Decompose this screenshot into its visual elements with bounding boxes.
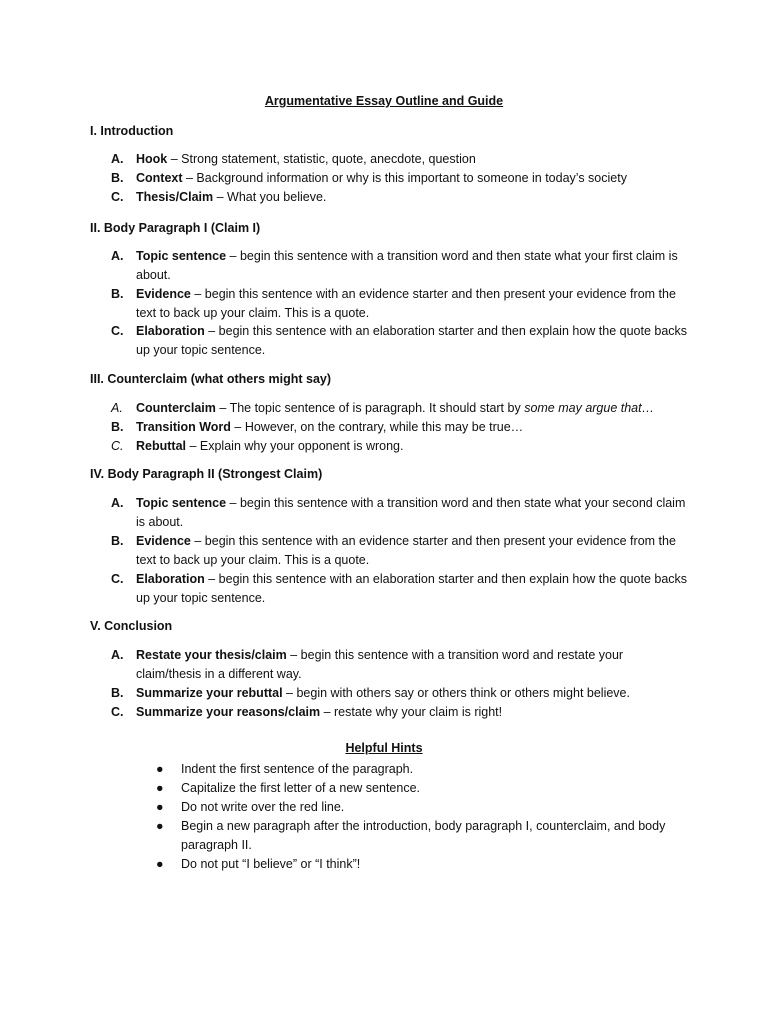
item-text: – begin this sentence with an evidence starter and then present your evidence from the text to back up your claim. This is a quote.	[136, 534, 676, 567]
list-marker: C.	[111, 705, 124, 719]
item-term: Context	[136, 171, 183, 185]
item-text: – begin with others say or others think or others might believe.	[282, 686, 630, 700]
item-text: – begin this sentence with a transition word and then state what your second claim is about.	[136, 496, 686, 529]
item-text: – begin this sentence with an elaboration starter and then explain how the quote backs up your topic sentence.	[136, 324, 688, 357]
item-term: Evidence	[136, 534, 191, 548]
list-item	[111, 247, 691, 285]
item-term: Rebuttal	[136, 439, 186, 453]
list-marker: A.	[111, 249, 124, 263]
item-text: – The topic sentence of is paragraph. It should start by	[215, 401, 525, 415]
section-heading-conclusion: V. Conclusion	[90, 619, 173, 633]
list-marker: A.	[111, 401, 123, 415]
list-marker: C.	[111, 190, 124, 204]
hint-text: Capitalize the first letter of a new sentence.	[181, 781, 421, 795]
list-marker: B.	[111, 287, 124, 301]
list-item	[111, 437, 691, 456]
list-marker: C.	[111, 439, 124, 453]
hint-item	[156, 855, 696, 874]
item-term: Topic sentence	[136, 496, 227, 510]
hint-text: Do not write over the red line.	[181, 800, 345, 814]
item-text: – Background information or why is this important to someone in today’s society	[182, 171, 627, 185]
hint-item	[156, 817, 696, 855]
item-text: – What you believe.	[213, 190, 327, 204]
list-marker: B.	[111, 534, 124, 548]
item-term: Counterclaim	[136, 401, 216, 415]
item-term: Thesis/Claim	[136, 190, 214, 204]
item-term: Summarize your rebuttal	[136, 686, 283, 700]
item-term: Elaboration	[136, 324, 205, 338]
list-item	[111, 570, 691, 608]
item-text: – begin this sentence with an evidence starter and then present your evidence from the text to back up your claim. This is a quote.	[136, 287, 676, 320]
hint-item	[156, 779, 696, 798]
item-term: Elaboration	[136, 572, 205, 586]
list-marker: A.	[111, 152, 124, 166]
bullet-icon: ●	[156, 762, 164, 776]
list-marker: A.	[111, 648, 124, 662]
bullet-icon: ●	[156, 819, 164, 833]
bullet-icon: ●	[156, 800, 164, 814]
list-marker: A.	[111, 496, 124, 510]
list-item	[111, 150, 691, 169]
list-item	[111, 418, 691, 437]
item-term: Summarize your reasons/claim	[136, 705, 321, 719]
item-text: – begin this sentence with a transition word and then state what your first claim is about.	[136, 249, 678, 282]
item-text: – begin this sentence with an elaboration starter and then explain how the quote backs up your topic sentence.	[136, 572, 688, 605]
item-term: Hook	[136, 152, 168, 166]
list-marker: B.	[111, 686, 124, 700]
item-emphasis: some may argue that…	[524, 401, 655, 415]
list-item	[111, 169, 691, 188]
list-item	[111, 646, 691, 684]
section-heading-counterclaim: III. Counterclaim (what others might say)	[90, 372, 332, 386]
hints-heading: Helpful Hints	[345, 741, 423, 755]
item-term: Restate your thesis/claim	[136, 648, 287, 662]
item-term: Transition Word	[136, 420, 231, 434]
hint-text: Do not put “I believe” or “I think”!	[181, 857, 361, 871]
list-marker: C.	[111, 324, 124, 338]
item-term: Evidence	[136, 287, 191, 301]
list-marker: C.	[111, 572, 124, 586]
bullet-icon: ●	[156, 857, 164, 871]
section-heading-introduction: I. Introduction	[90, 124, 174, 138]
list-item	[111, 322, 691, 360]
list-item	[111, 494, 691, 532]
item-term: Topic sentence	[136, 249, 227, 263]
list-item	[111, 188, 691, 207]
hint-text: Begin a new paragraph after the introduction, body paragraph I, counterclaim, and body paragraph II.	[181, 819, 666, 852]
document-title: Argumentative Essay Outline and Guide	[264, 94, 504, 108]
section-heading-body-paragraph-2: IV. Body Paragraph II (Strongest Claim)	[90, 467, 323, 481]
list-item	[111, 399, 691, 418]
hint-item	[156, 760, 696, 779]
list-item	[111, 703, 691, 722]
section-heading-body-paragraph-1: II. Body Paragraph I (Claim I)	[90, 221, 261, 235]
item-text: – begin this sentence with a transition word and restate your claim/thesis in a different way.	[136, 648, 624, 681]
item-text: – Strong statement, statistic, quote, anecdote, question	[167, 152, 476, 166]
hint-text: Indent the first sentence of the paragraph.	[181, 762, 414, 776]
bullet-icon: ●	[156, 781, 164, 795]
item-text: – However, on the contrary, while this may be true…	[230, 420, 524, 434]
list-item	[111, 532, 691, 570]
hint-item	[156, 798, 696, 817]
list-marker: B.	[111, 420, 124, 434]
item-text: – Explain why your opponent is wrong.	[186, 439, 404, 453]
list-item	[111, 684, 691, 703]
item-text: – restate why your claim is right!	[320, 705, 503, 719]
list-item	[111, 285, 691, 323]
list-marker: B.	[111, 171, 124, 185]
